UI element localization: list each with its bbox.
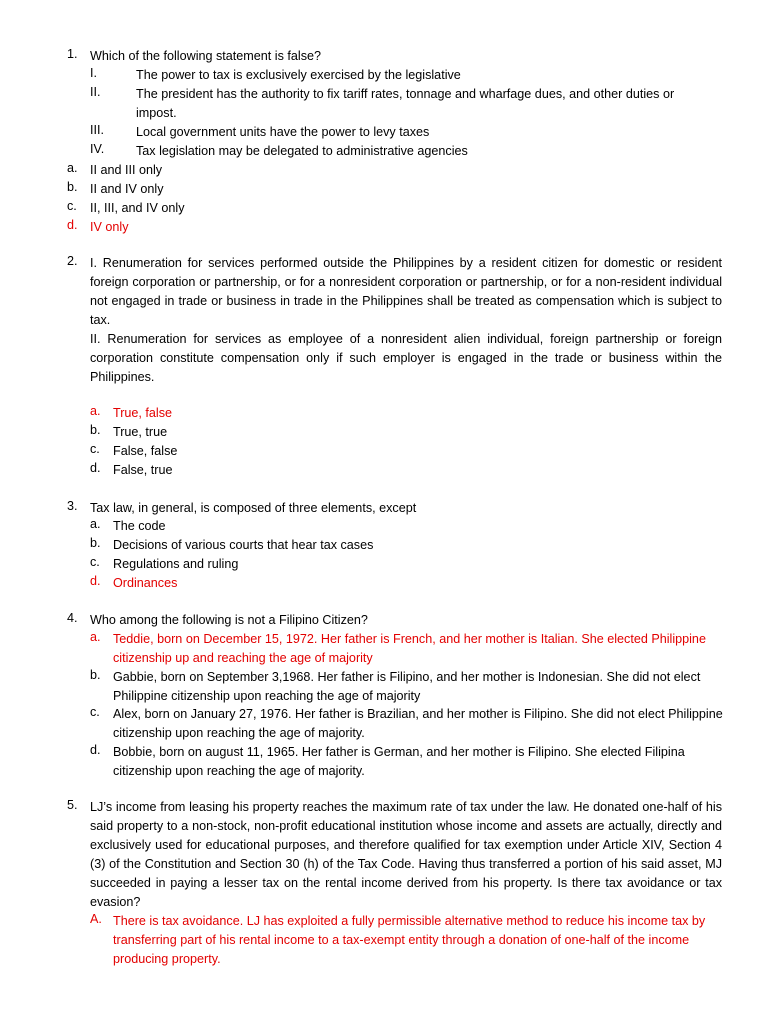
question-stem: II. Renumeration for services as employee of a nonresident alien individual, foreign partnership or foreign corporation constitute compensation only if such employer is engaged in the trade or business within the Philippines. bbox=[90, 332, 722, 384]
question-number: 5. bbox=[67, 798, 78, 812]
question-number: 3. bbox=[67, 499, 78, 513]
question-number: 4. bbox=[67, 611, 78, 625]
question-stem: Who among the following is not a Filipino Citizen? bbox=[90, 613, 368, 627]
document-page: 1. Which of the following statement is false? I. The power to tax is exclusively exercised by the legislative II. The president has the authority to fix tariff rates, tonnage and wharfage dues, and other duties or impost. III. Local government units have the power to levy taxes IV. Tax legislation may be delegated to administrative agencies a. II and III only b. II and IV only c. II, III, and IV only d. IV only 2. I. Renumeration for services performed outside the Philippines by a resident citizen for domestic or resident foreign corporation or partnership, or for a nonresident corporation or partnership, or for a non-resident individual not engaged in trade or business in trade in the Philippines shall be treated as compensation which is subject to tax. II. Renumeration for services as employee of a nonresident alien individual, foreign partnership or foreign corporation constitute compensation only if such employer is engaged in the trade or business within the Philippines. a. True, false b. True, true c. False, false d. False, true 3. Tax law, in general, is composed of three elements, except a. The code b. Decisions of various courts that hear tax cases c. Regulations and ruling d. Ordinances 4. Who among the following is not a Filipino Citizen? a. Teddie, born on December 15, 1972. Her father is French, and her mother is Italian. She elected Philippine citizenship up and reaching the age of majority b. Gabbie, born on September 3,1968. Her father is Filipino, and her mother is Indonesian. She did not elect Philippine citizenship upon reaching the age of majority c. Alex, born on January 27, 1976. Her father is Brazilian, and her mother is Filipino. She did not elect Philippine citizenship upon reaching the age of majority. d. Bobbie, born on august 11, 1965. Her father is German, and her mother is Filipino. She elected Filipina citizenship upon reaching the age of majority. 5. LJ’s income from leasing his property reaches the maximum rate of tax under the law. He donated one-half of his said property to a non-stock, non-profit educational institution whose income and assets are actually, directly and exclusively used for educational purposes, and therefore qualified for tax exemption under Article XIV, Section 4 (3) of the Constitution and Section 30 (h) of the Tax Code. Having thus transferred a portion of his said asset, MJ succeeded in paying a lesser tax on the rental income derived from his property. Is there tax avoidance or tax evasion? A. There is tax avoidance. LJ has exploited a fully permissible alternative method to reduce his income tax by transferring part of his rental income to a tax-exempt entity through a donation of one-half of the income producing property. bbox=[67, 47, 723, 966]
question-stem: Which of the following statement is false? bbox=[90, 49, 321, 63]
question-stem: I. Renumeration for services performed outside the Philippines by a resident citizen for domestic or resident foreign corporation or partnership, or for a nonresident corporation or partnership, or for a non-resident individual not engaged in trade or business in trade in the Philippines shall be treated as compensation which is subject to tax. bbox=[90, 256, 722, 327]
question-stem: Tax law, in general, is composed of three elements, except bbox=[90, 501, 417, 515]
question-number: 2. bbox=[67, 254, 78, 268]
question-stem: LJ’s income from leasing his property reaches the maximum rate of tax under the law. He donated one-half of his said property to a non-stock, non-profit educational institution whose income and assets are actually, directly and exclusively used for educational purposes, and therefore qualified for tax exemption under Article XIV, Section 4 (3) of the Constitution and Section 30 (h) of the Tax Code. Having thus transferred a portion of his said asset, MJ succeeded in paying a lesser tax on the rental income derived from his property. Is there tax avoidance or tax evasion? bbox=[90, 800, 722, 909]
question-number: 1. bbox=[67, 47, 78, 61]
